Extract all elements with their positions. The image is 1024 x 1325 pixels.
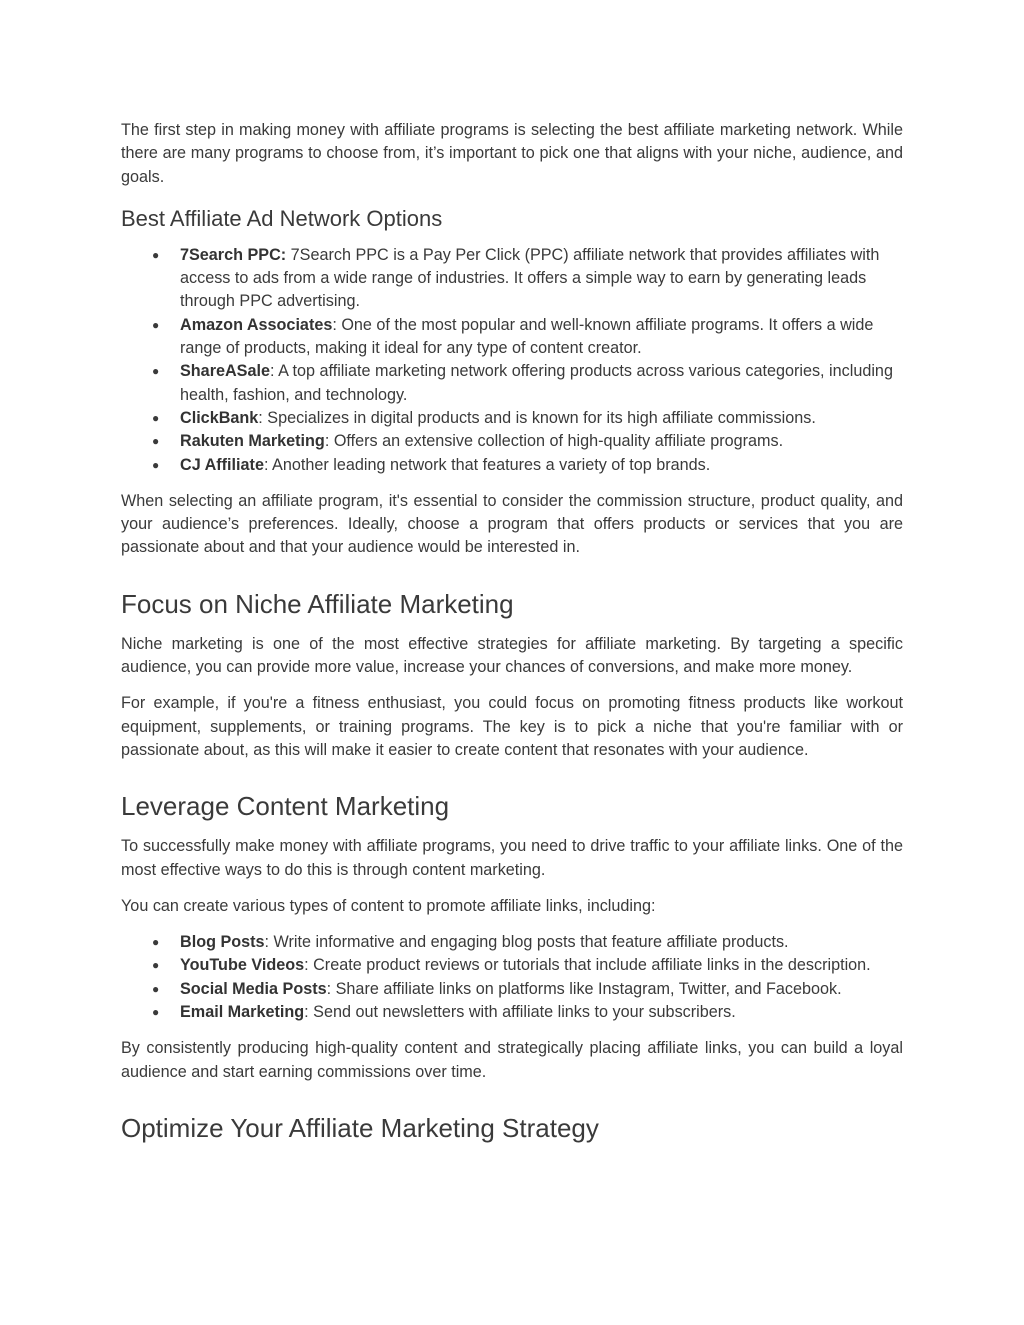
item-text: : Another leading network that features a variety of top brands.	[263, 455, 711, 474]
optimize-heading: Optimize Your Affiliate Marketing Strategy	[121, 1112, 599, 1143]
bullet-icon: ●	[152, 410, 160, 425]
bullet-icon: ●	[152, 247, 160, 262]
bullet-icon: ●	[152, 317, 160, 332]
networks-closing-paragraph: When selecting an affiliate program, it's essential to consider the commission structure, product quality, and your audience’s preferences. Ideally, choose a program that offers products or services that you are passionate about and that your audience would be interested in.	[121, 491, 903, 557]
item-text: 7Search PPC is a Pay Per Click (PPC) affiliate network that provides affiliates with access to ads from a wide range of industries. It offers a simple way to earn by generating leads through PPC advertising.	[180, 245, 880, 311]
content-paragraph-1: To successfully make money with affiliate programs, you need to drive traffic to your affiliate links. One of the most effective ways to do this is through content marketing.	[121, 837, 903, 879]
niche-heading: Focus on Niche Affiliate Marketing	[121, 588, 514, 619]
intro-paragraph: The first step in making money with affiliate programs is selecting the best affiliate marketing network. While there are many programs to choose from, it’s important to pick one that aligns with your niche, audience, and goals.	[121, 121, 903, 186]
item-text: : Specializes in digital products and is known for its high affiliate commissions.	[258, 408, 816, 427]
item-name: Amazon Associates	[180, 315, 333, 334]
bullet-icon: ●	[152, 364, 160, 379]
bullet-icon: ●	[152, 434, 160, 449]
item-name: Rakuten Marketing	[180, 432, 325, 451]
list-item	[121, 430, 903, 453]
list-item	[121, 454, 903, 477]
item-text: : A top affiliate marketing network offering products across various categories, including health, fashion, and technology.	[180, 362, 893, 404]
bullet-icon: ●	[152, 981, 160, 996]
niche-paragraph-1: Niche marketing is one of the most effective strategies for affiliate marketing. By targeting a specific audience, you can provide more value, increase your chances of conversions, and make more money.	[121, 634, 903, 677]
content-heading: Leverage Content Marketing	[121, 791, 450, 822]
list-item	[121, 931, 903, 954]
item-name: 7Search PPC:	[180, 245, 287, 264]
item-text: : One of the most popular and well-known affiliate programs. It offers a wide range of products, making it ideal for any type of content creator.	[180, 315, 874, 358]
item-name: ClickBank	[180, 408, 259, 427]
list-item	[121, 314, 903, 361]
networks-heading: Best Affiliate Ad Network Options	[121, 205, 443, 231]
list-item	[121, 360, 903, 407]
item-name: CJ Affiliate	[180, 455, 264, 474]
item-name: Email Marketing	[180, 1003, 305, 1022]
networks-list	[121, 244, 903, 477]
bullet-icon: ●	[152, 457, 160, 472]
bullet-icon: ●	[152, 935, 160, 950]
list-item	[121, 978, 903, 1001]
item-text: : Send out newsletters with affiliate links to your subscribers.	[304, 1003, 736, 1022]
item-text: : Offers an extensive collection of high-quality affiliate programs.	[324, 432, 784, 451]
item-text: : Write informative and engaging blog posts that feature affiliate products.	[264, 933, 789, 952]
content-paragraph-2: You can create various types of content to promote affiliate links, including:	[121, 896, 656, 915]
list-item	[121, 244, 903, 314]
item-name: YouTube Videos	[180, 956, 305, 975]
item-name: Blog Posts	[180, 933, 265, 952]
item-text: : Share affiliate links on platforms like Instagram, Twitter, and Facebook.	[326, 979, 842, 998]
bullet-icon: ●	[152, 1005, 160, 1020]
item-name: Social Media Posts	[180, 979, 327, 998]
list-item	[121, 1001, 903, 1024]
list-item	[121, 407, 903, 430]
bullet-icon: ●	[152, 958, 160, 973]
list-item	[121, 954, 903, 977]
item-text: : Create product reviews or tutorials that include affiliate links in the description.	[304, 956, 871, 975]
content-list	[121, 931, 903, 1024]
content-closing-paragraph: By consistently producing high-quality content and strategically placing affiliate links, you can build a loyal audience and start earning commissions over time.	[121, 1039, 903, 1081]
niche-paragraph-2: For example, if you're a fitness enthusiast, you could focus on promoting fitness products like workout equipment, supplements, or training programs. The key is to pick a niche that you're familiar with or passionate about, as this will make it easier to create content that resonates with your audience.	[121, 694, 903, 759]
item-name: ShareASale	[180, 362, 270, 381]
